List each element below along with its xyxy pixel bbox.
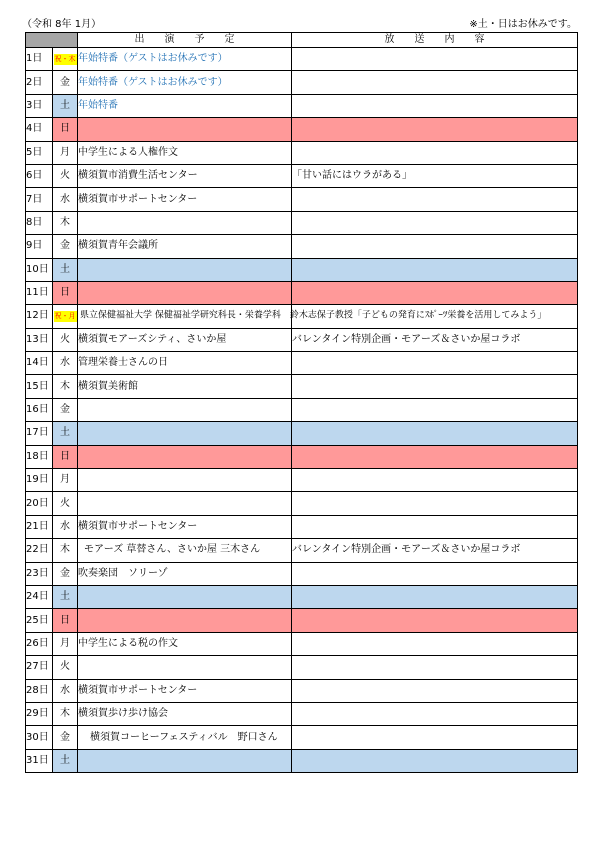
program-cell bbox=[292, 726, 578, 749]
weekday-cell: 水 bbox=[53, 352, 78, 375]
table-row bbox=[26, 656, 578, 679]
day-cell: 23日 bbox=[26, 562, 53, 585]
table-row bbox=[26, 749, 578, 772]
program-cell bbox=[292, 632, 578, 655]
program-cell bbox=[292, 71, 578, 94]
table-row bbox=[26, 398, 578, 421]
program-cell bbox=[292, 211, 578, 234]
cast-cell bbox=[78, 305, 547, 328]
weekday-cell: 日 bbox=[53, 609, 78, 632]
day-cell: 26日 bbox=[26, 632, 53, 655]
cast-cell bbox=[78, 281, 292, 304]
day-cell: 1日 bbox=[26, 48, 53, 71]
day-cell: 22日 bbox=[26, 539, 53, 562]
program-cell bbox=[292, 141, 578, 164]
day-cell: 24日 bbox=[26, 585, 53, 608]
weekday-cell: 木 bbox=[53, 539, 78, 562]
cast-cell: 横須賀美術館 bbox=[78, 375, 292, 398]
weekday-cell: 火 bbox=[53, 492, 78, 515]
day-cell: 2日 bbox=[26, 71, 53, 94]
program-cell bbox=[292, 469, 578, 492]
day-cell: 8日 bbox=[26, 211, 53, 234]
program-cell bbox=[292, 749, 578, 772]
day-cell: 14日 bbox=[26, 352, 53, 375]
day-cell: 4日 bbox=[26, 118, 53, 141]
weekday-cell: 月 bbox=[53, 469, 78, 492]
program-cell bbox=[292, 118, 578, 141]
cast-cell: 中学生による税の作文 bbox=[78, 632, 292, 655]
day-cell: 19日 bbox=[26, 469, 53, 492]
cast-cell bbox=[78, 726, 292, 749]
day-cell: 7日 bbox=[26, 188, 53, 211]
table-row bbox=[26, 352, 578, 375]
day-cell: 29日 bbox=[26, 702, 53, 725]
table-row bbox=[26, 726, 578, 749]
program-cell bbox=[292, 398, 578, 421]
weekday-cell: 土 bbox=[53, 422, 78, 445]
program-cell bbox=[292, 94, 578, 117]
cast-cell: 中学生による人権作文 bbox=[78, 141, 292, 164]
cast-cell bbox=[78, 469, 292, 492]
weekday-cell: 木 bbox=[53, 375, 78, 398]
weekday-cell: 土 bbox=[53, 749, 78, 772]
table-row bbox=[26, 164, 578, 187]
program-cell: 「甘い話にはウラがある」 bbox=[292, 164, 578, 187]
program-cell bbox=[292, 492, 578, 515]
cast-cell bbox=[78, 445, 292, 468]
day-cell: 15日 bbox=[26, 375, 53, 398]
table-row bbox=[26, 702, 578, 725]
day-cell: 17日 bbox=[26, 422, 53, 445]
day-cell: 18日 bbox=[26, 445, 53, 468]
program-cell bbox=[292, 352, 578, 375]
cast-cell: 年始特番（ゲストはお休みです） bbox=[78, 48, 292, 71]
table-row bbox=[26, 235, 578, 258]
table-row bbox=[26, 258, 578, 281]
column-header-cast: 出 演 予 定 bbox=[78, 33, 292, 48]
weekday-cell: 日 bbox=[53, 445, 78, 468]
table-row bbox=[26, 585, 578, 608]
weekday-cell: 土 bbox=[53, 94, 78, 117]
cast-cell: 横須賀市サポートセンター bbox=[78, 515, 292, 538]
weekday-cell: 金 bbox=[53, 235, 78, 258]
weekday-cell: 金 bbox=[53, 71, 78, 94]
table-row bbox=[26, 562, 578, 585]
program-cell: バレンタイン特別企画・モアーズ＆さいか屋コラボ bbox=[292, 539, 578, 562]
table-row bbox=[26, 375, 578, 398]
weekday-cell: 日 bbox=[53, 281, 78, 304]
weekday-cell: 金 bbox=[53, 562, 78, 585]
cast-cell bbox=[78, 211, 292, 234]
cast-cell: 横須賀歩け歩け協会 bbox=[78, 702, 292, 725]
weekday-cell: 金 bbox=[53, 726, 78, 749]
day-cell: 5日 bbox=[26, 141, 53, 164]
day-cell: 28日 bbox=[26, 679, 53, 702]
program-cell bbox=[292, 585, 578, 608]
header-blank-cell bbox=[26, 33, 78, 48]
day-cell: 31日 bbox=[26, 749, 53, 772]
cast-cell bbox=[78, 422, 292, 445]
table-row bbox=[26, 539, 578, 562]
table-header-row bbox=[26, 33, 578, 48]
cast-cell: 横須賀青年会議所 bbox=[78, 235, 292, 258]
cast-cell: 横須賀市消費生活センター bbox=[78, 164, 292, 187]
holiday-badge: 祝・月 bbox=[54, 311, 76, 320]
cast-cell: 横須賀モアーズシティ、さいか屋 bbox=[78, 328, 292, 351]
day-cell: 3日 bbox=[26, 94, 53, 117]
program-cell bbox=[292, 445, 578, 468]
table-row bbox=[26, 328, 578, 351]
day-cell: 21日 bbox=[26, 515, 53, 538]
day-cell: 20日 bbox=[26, 492, 53, 515]
program-cell bbox=[292, 515, 578, 538]
table-row bbox=[26, 305, 578, 328]
cast-cell bbox=[78, 492, 292, 515]
table-row bbox=[26, 188, 578, 211]
program-cell bbox=[292, 235, 578, 258]
day-cell: 10日 bbox=[26, 258, 53, 281]
weekday-cell: 火 bbox=[53, 164, 78, 187]
cast-text: 県立保健福祉大学 保健福祉学研究科長・栄養学科 鈴木志保子教授「子どもの発育にｽﾎﾟｰﾂ栄養を活用してみよう」 bbox=[80, 310, 547, 321]
day-cell: 13日 bbox=[26, 328, 53, 351]
program-cell bbox=[292, 609, 578, 632]
table-row bbox=[26, 632, 578, 655]
cast-cell bbox=[78, 118, 292, 141]
program-cell bbox=[292, 188, 578, 211]
weekday-cell: 日 bbox=[53, 118, 78, 141]
program-cell bbox=[292, 375, 578, 398]
document-period: （令和 8年 1月） bbox=[22, 19, 102, 30]
program-cell bbox=[292, 702, 578, 725]
table-row bbox=[26, 609, 578, 632]
weekday-cell: 木 bbox=[53, 702, 78, 725]
cast-cell bbox=[78, 656, 292, 679]
table-row bbox=[26, 469, 578, 492]
day-cell: 30日 bbox=[26, 726, 53, 749]
weekday-cell: 月 bbox=[53, 141, 78, 164]
holiday-note: ※土・日はお休みです。 bbox=[469, 19, 577, 30]
cast-cell: 吹奏楽団 ソリーゾ bbox=[78, 562, 292, 585]
weekday-cell: 木 bbox=[53, 211, 78, 234]
cast-cell bbox=[78, 585, 292, 608]
cast-cell bbox=[78, 258, 292, 281]
day-cell: 16日 bbox=[26, 398, 53, 421]
day-cell: 12日 bbox=[26, 305, 53, 328]
weekday-cell: 土 bbox=[53, 258, 78, 281]
cast-text: 横須賀コーヒーフェスティバル 野口さん bbox=[90, 731, 278, 743]
day-cell: 11日 bbox=[26, 281, 53, 304]
cast-cell: 横須賀市サポートセンター bbox=[78, 679, 292, 702]
cast-cell bbox=[78, 398, 292, 421]
weekday-cell: 水 bbox=[53, 188, 78, 211]
table-row bbox=[26, 492, 578, 515]
table-row bbox=[26, 679, 578, 702]
weekday-cell: 水 bbox=[53, 515, 78, 538]
program-cell bbox=[292, 656, 578, 679]
cast-cell: 横須賀市サポートセンター bbox=[78, 188, 292, 211]
table-row bbox=[26, 48, 578, 71]
table-row bbox=[26, 515, 578, 538]
table-row bbox=[26, 281, 578, 304]
cast-cell bbox=[78, 609, 292, 632]
broadcast-schedule-table bbox=[25, 32, 578, 773]
weekday-cell: 月 bbox=[53, 632, 78, 655]
weekday-cell: 水 bbox=[53, 679, 78, 702]
weekday-cell: 火 bbox=[53, 656, 78, 679]
cast-cell: 年始特番 bbox=[78, 94, 292, 117]
weekday-cell bbox=[53, 305, 78, 328]
cast-cell: 年始特番（ゲストはお休みです） bbox=[78, 71, 292, 94]
weekday-cell: 金 bbox=[53, 398, 78, 421]
program-cell bbox=[292, 281, 578, 304]
program-cell bbox=[292, 48, 578, 71]
table-row bbox=[26, 445, 578, 468]
program-cell bbox=[292, 258, 578, 281]
cast-cell: 管理栄養士さんの日 bbox=[78, 352, 292, 375]
holiday-badge: 祝・木 bbox=[54, 54, 76, 63]
day-cell: 25日 bbox=[26, 609, 53, 632]
weekday-cell: 土 bbox=[53, 585, 78, 608]
cast-cell: モアーズ 草替さん、さいか屋 三木さん bbox=[78, 539, 292, 562]
program-cell bbox=[292, 422, 578, 445]
program-cell bbox=[292, 679, 578, 702]
table-row bbox=[26, 118, 578, 141]
program-cell bbox=[292, 562, 578, 585]
day-cell: 9日 bbox=[26, 235, 53, 258]
weekday-cell bbox=[53, 48, 78, 71]
day-cell: 6日 bbox=[26, 164, 53, 187]
schedule-body bbox=[26, 48, 578, 773]
cast-cell bbox=[78, 749, 292, 772]
table-row bbox=[26, 71, 578, 94]
day-cell: 27日 bbox=[26, 656, 53, 679]
table-row bbox=[26, 141, 578, 164]
weekday-cell: 火 bbox=[53, 328, 78, 351]
column-header-program: 放 送 内 容 bbox=[292, 33, 578, 48]
table-row bbox=[26, 94, 578, 117]
table-row bbox=[26, 422, 578, 445]
table-row bbox=[26, 211, 578, 234]
program-cell: バレンタイン特別企画・モアーズ＆さいか屋コラボ bbox=[292, 328, 578, 351]
